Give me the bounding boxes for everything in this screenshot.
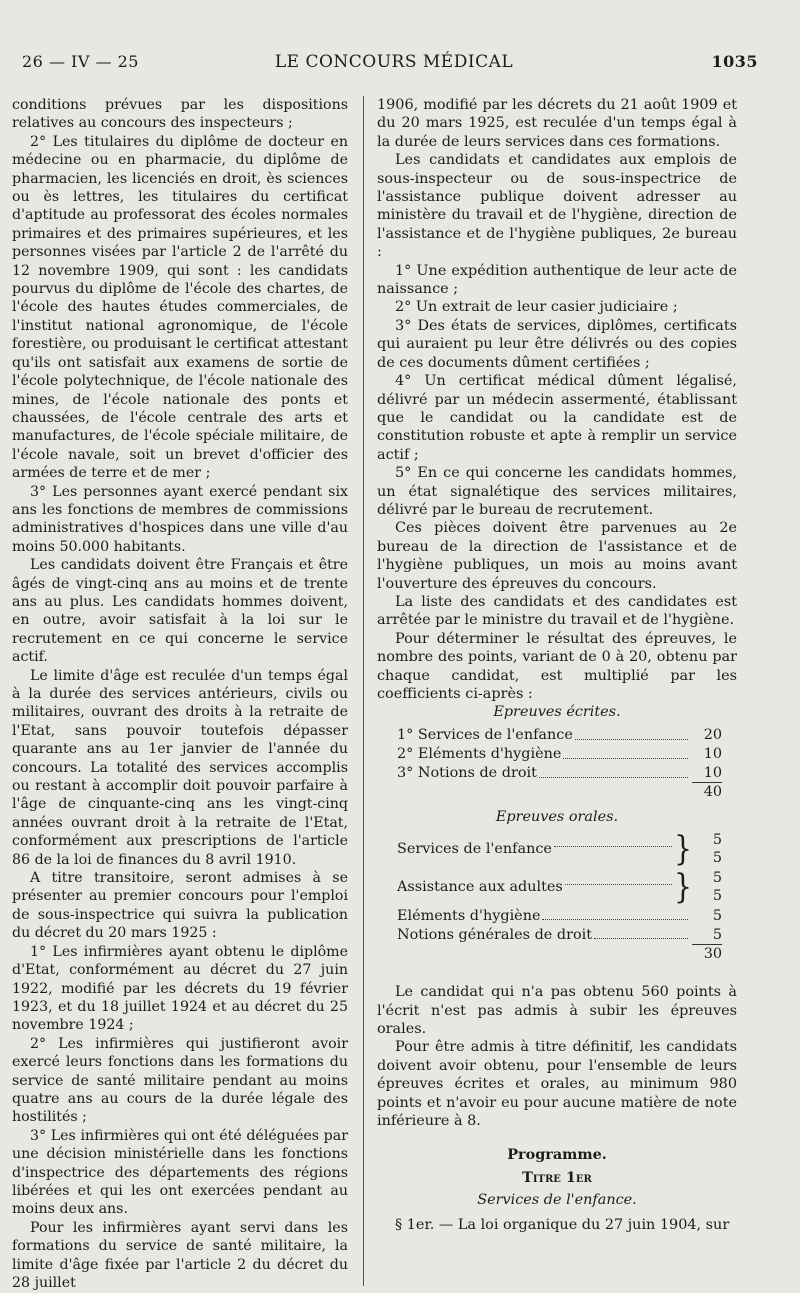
row-label: Notions générales de droit	[397, 926, 593, 943]
total-value: 40	[692, 782, 722, 801]
row-label: Services de l'enfance	[397, 841, 552, 858]
row-value: 20	[703, 727, 722, 744]
written-exams-heading: Epreuves écrites.	[493, 704, 621, 721]
titre-heading: Titre 1er	[522, 1168, 592, 1186]
table-row	[397, 906, 722, 925]
row-label: 3° Notions de droit	[397, 765, 537, 782]
column-divider	[363, 96, 364, 1286]
table-row: Services de l'enfance } 5 5	[397, 828, 722, 869]
table-row	[397, 726, 722, 745]
paragraph: Pour déterminer le résultat des épreuves, le nombre des points, variant de 0 à 20, obtenu par chaque candidat, est multiplié par les coefficients ci-après :	[377, 630, 737, 702]
table-total	[397, 783, 722, 802]
table-row: Assistance aux adultes } 5 5	[397, 866, 722, 907]
left-column	[12, 96, 348, 1291]
paragraph: 2° Les titulaires du diplôme de docteur en médecine ou en pharmacie, du diplôme de pharmacien, les licenciés en droit, ès sciences ou ès lettres, les titulaires du certificat d'aptitude au professorat des écoles normales primaires et des primaires supérieures, et les personnes visées par l'article 2 de l'arrêté du 12 novembre 1909, qui sont : les candidats pourvus du diplôme de l'école des chartes, de l'école des hautes études commerciales, de l'institut national agronomique, de l'école forestière, ou produisant le certificat attestant qu'ils ont satisfait aux examens de sortie de l'école polytechnique, de l'école nationale des mines, de l'école nationale des ponts et chaussées, de l'école centrale des arts et manufactures, de l'école spéciale militaire, de l'école navale, soit un brevet d'officier des armées de terre et de mer ;	[12, 133, 348, 482]
paragraph: 1° Les infirmières ayant obtenu le diplôme d'Etat, conformément au décret du 27 juin 1922, modifié par les décrets du 19 février 1923, et du 18 juillet 1924 et au décret du 25 novembre 1924 ;	[12, 943, 348, 1034]
paragraph: conditions prévues par les dispositions relatives au concours des inspecteurs ;	[12, 97, 348, 132]
paragraph: § 1er. — La loi organique du 27 juin 1904, sur	[395, 1216, 730, 1233]
row-value: 5	[712, 870, 722, 887]
row-value: 5	[712, 850, 722, 867]
paragraph: 1906, modifié par les décrets du 21 août 1909 et du 20 mars 1925, est reculée d'un temps égal à la durée de leurs services dans ces formations.	[377, 97, 737, 150]
paragraph: Le limite d'âge est reculée d'un temps égal à la durée des services antérieurs, civils ou militaires, ouvrant des droits à la retraite de l'Etat, sans pouvoir toutefois dépasser quarante ans au 1er janvier de l'année du concours. La totalité des services accomplis ou restant à accomplir doit pouvoir parfaire à l'âge de cinquante-cinq ans les vingt-cinq années ouvrant droit à la retraite de l'Etat, conformément aux prescriptions de l'article 86 de la loi de finances du 8 avril 1910.	[12, 667, 348, 868]
table-row	[397, 925, 722, 944]
paragraph: La liste des candidats et des candidates est arrêtée par le ministre du travail et de l'hygiène.	[377, 593, 737, 629]
table-row	[397, 764, 722, 783]
written-exams-table	[397, 726, 722, 802]
paragraph: 3° Des états de services, diplômes, certificats qui auraient pu leur être délivrés ou des copies de ces documents dûment certifiées ;	[377, 317, 737, 371]
journal-title: LE CONCOURS MÉDICAL	[274, 52, 514, 72]
row-label: Eléments d'hygiène	[397, 907, 541, 924]
paragraph: Ces pièces doivent être parvenues au 2e bureau de la direction de l'assistance et de l'hygiène publiques, un mois au moins avant l'ouverture des épreuves du concours.	[377, 520, 737, 592]
table-total	[397, 944, 722, 963]
paragraph: 1° Une expédition authentique de leur acte de naissance ;	[377, 262, 737, 298]
oral-exams-table	[397, 830, 722, 963]
programme-subtitle: Services de l'enfance.	[477, 1192, 637, 1209]
table-row	[397, 745, 722, 764]
paragraph: 2° Un extrait de leur casier judiciaire ;	[395, 299, 678, 316]
row-value: 10	[703, 765, 722, 782]
paragraph: 5° En ce qui concerne les candidats hommes, un état signalétique des services militaires, délivré par le bureau de recrutement.	[377, 465, 737, 518]
oral-exams-heading: Epreuves orales.	[495, 808, 619, 825]
paragraph: 3° Les infirmières qui ont été déléguées par une décision ministérielle dans les fonctions d'inspectrice des départements des régions libérées et qui les ont exercées pendant au moins deux ans.	[12, 1127, 348, 1218]
paragraph: Les candidats et candidates aux emplois de sous-inspecteur ou de sous-inspectrice de l'assistance publique doivent adresser au ministère du travail et de l'hygiène, direction de l'assistance et de l'hygiène publiques, 2e bureau :	[377, 152, 737, 261]
issue-date: 26 — IV — 25	[22, 52, 139, 71]
row-value: 10	[703, 746, 722, 763]
paragraph: A titre transitoire, seront admises à se présenter au premier concours pour l'emploi de sous-inspectrice qui suivra la publication du décret du 20 mars 1925 :	[12, 870, 348, 942]
row-label: 1° Services de l'enfance	[397, 727, 573, 744]
total-value: 30	[692, 944, 722, 963]
right-column	[377, 96, 737, 1286]
paragraph: 4° Un certificat médical dûment légalisé, délivré par un médecin assermenté, établissant que le candidat ou la candidate est de constitution robuste et apte à remplir un service actif ;	[377, 373, 737, 463]
row-value: 5	[712, 888, 722, 905]
page-header	[12, 48, 776, 76]
paragraph: 3° Les personnes ayant exercé pendant six ans les fonctions de membres de commissions administratives d'hospices dans une ville d'au moins 50.000 habitants.	[12, 483, 348, 555]
programme-title: Programme.	[507, 1146, 607, 1164]
text-columns	[12, 96, 776, 1291]
paragraph: Les candidats doivent être Français et être âgés de vingt-cinq ans au moins et de trente ans au plus. Les candidats hommes doivent, en outre, avoir satisfait à la loi sur le recrutement en ce qui concerne le service actif.	[12, 557, 348, 666]
paragraph: 2° Les infirmières qui justifieront avoir exercé leurs fonctions dans les formations du service de santé militaire pendant au moins quatre ans au cours de la durée légale des hostilités ;	[12, 1035, 348, 1126]
paragraph: Pour les infirmières ayant servi dans les formations du service de santé militaire, la limite d'âge fixée par l'article 2 du décret du 28 juillet	[12, 1219, 348, 1291]
row-label: Assistance aux adultes	[397, 879, 563, 896]
row-label: 2° Eléments d'hygiène	[397, 746, 562, 763]
row-value: 5	[712, 832, 722, 849]
paragraph: Le candidat qui n'a pas obtenu 560 points à l'écrit n'est pas admis à subir les épreuves orales.	[377, 984, 737, 1038]
row-value: 5	[712, 926, 722, 943]
page-number: 1035	[711, 52, 758, 71]
paragraph: Pour être admis à titre définitif, les candidats doivent avoir obtenu, pour l'ensemble de leurs épreuves écrites et orales, au minimum 980 points et n'avoir eu pour aucune matière de note inférieure à 8.	[377, 1039, 737, 1130]
row-value: 5	[712, 907, 722, 924]
